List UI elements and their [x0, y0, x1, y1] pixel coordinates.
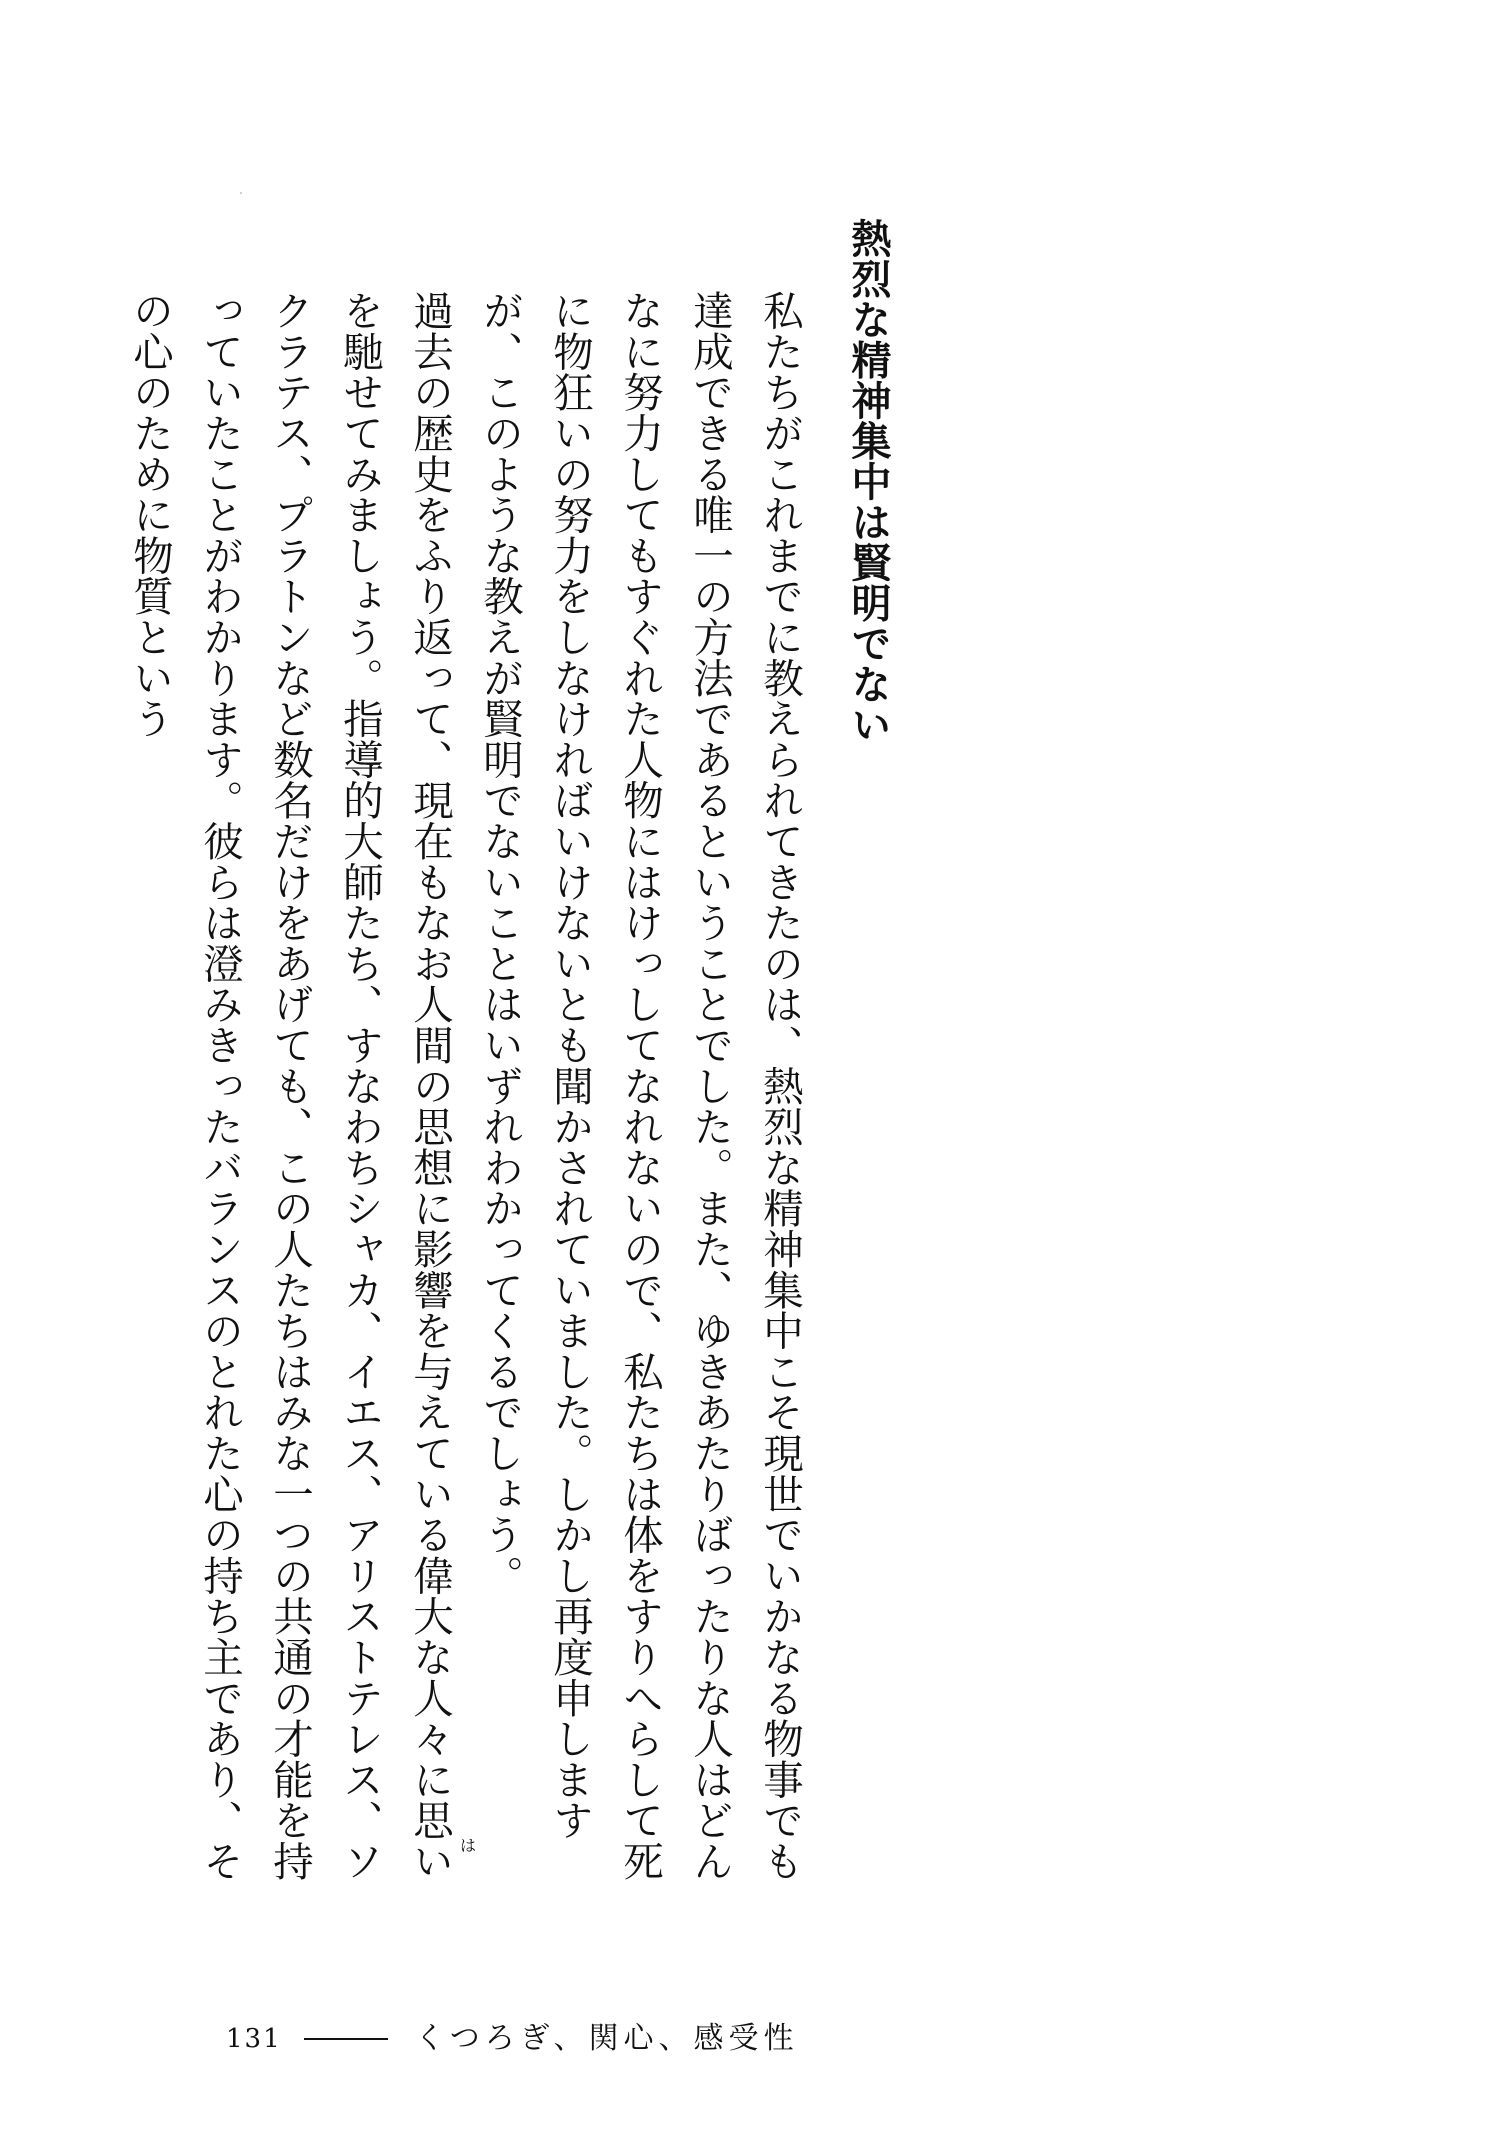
furigana-ruby: は	[460, 1836, 477, 1855]
section-heading: 熱烈な精神集中は賢明でない	[845, 218, 891, 745]
page-footer	[226, 2018, 799, 2058]
paragraph-2: 過去の歴史をふり返って、現在もなお人間の思想に影響を与えている偉大な人々に思いを馳せてみましょう。指導的大師たち、すなわちシャカ、イエス、アリストテレス、ソクラテス、プラトンなど数名だけをあげても、この人たちはみな一つの共通の才能を持っていたことがわかります。彼らは澄みきったバランスのとれた心の持ち主であり、その心のために物質という	[126, 290, 454, 1882]
page-number: 131	[226, 2024, 282, 2054]
body-text	[126, 290, 815, 1890]
running-title: くつろぎ、関心、感受性	[414, 2021, 799, 2056]
footer-dash-rule	[304, 2038, 388, 2040]
paragraph-1: 私たちがこれまでに教えられてきたのは、熱烈な精神集中こそ現世でいかなる物事でも達成できる唯一の方法であるということでした。また、ゆきあたりばったりな人はどんなに努力してもすぐれた人物にはけっしてなれないので、私たちは体をすりへらして死に物狂いの努力をしなければいけないとも聞かされていました。しかし再度申しますが、このような教えが賢明でないことはいずれわかってくるでしょう。	[476, 290, 804, 1882]
scan-speck	[240, 192, 242, 194]
